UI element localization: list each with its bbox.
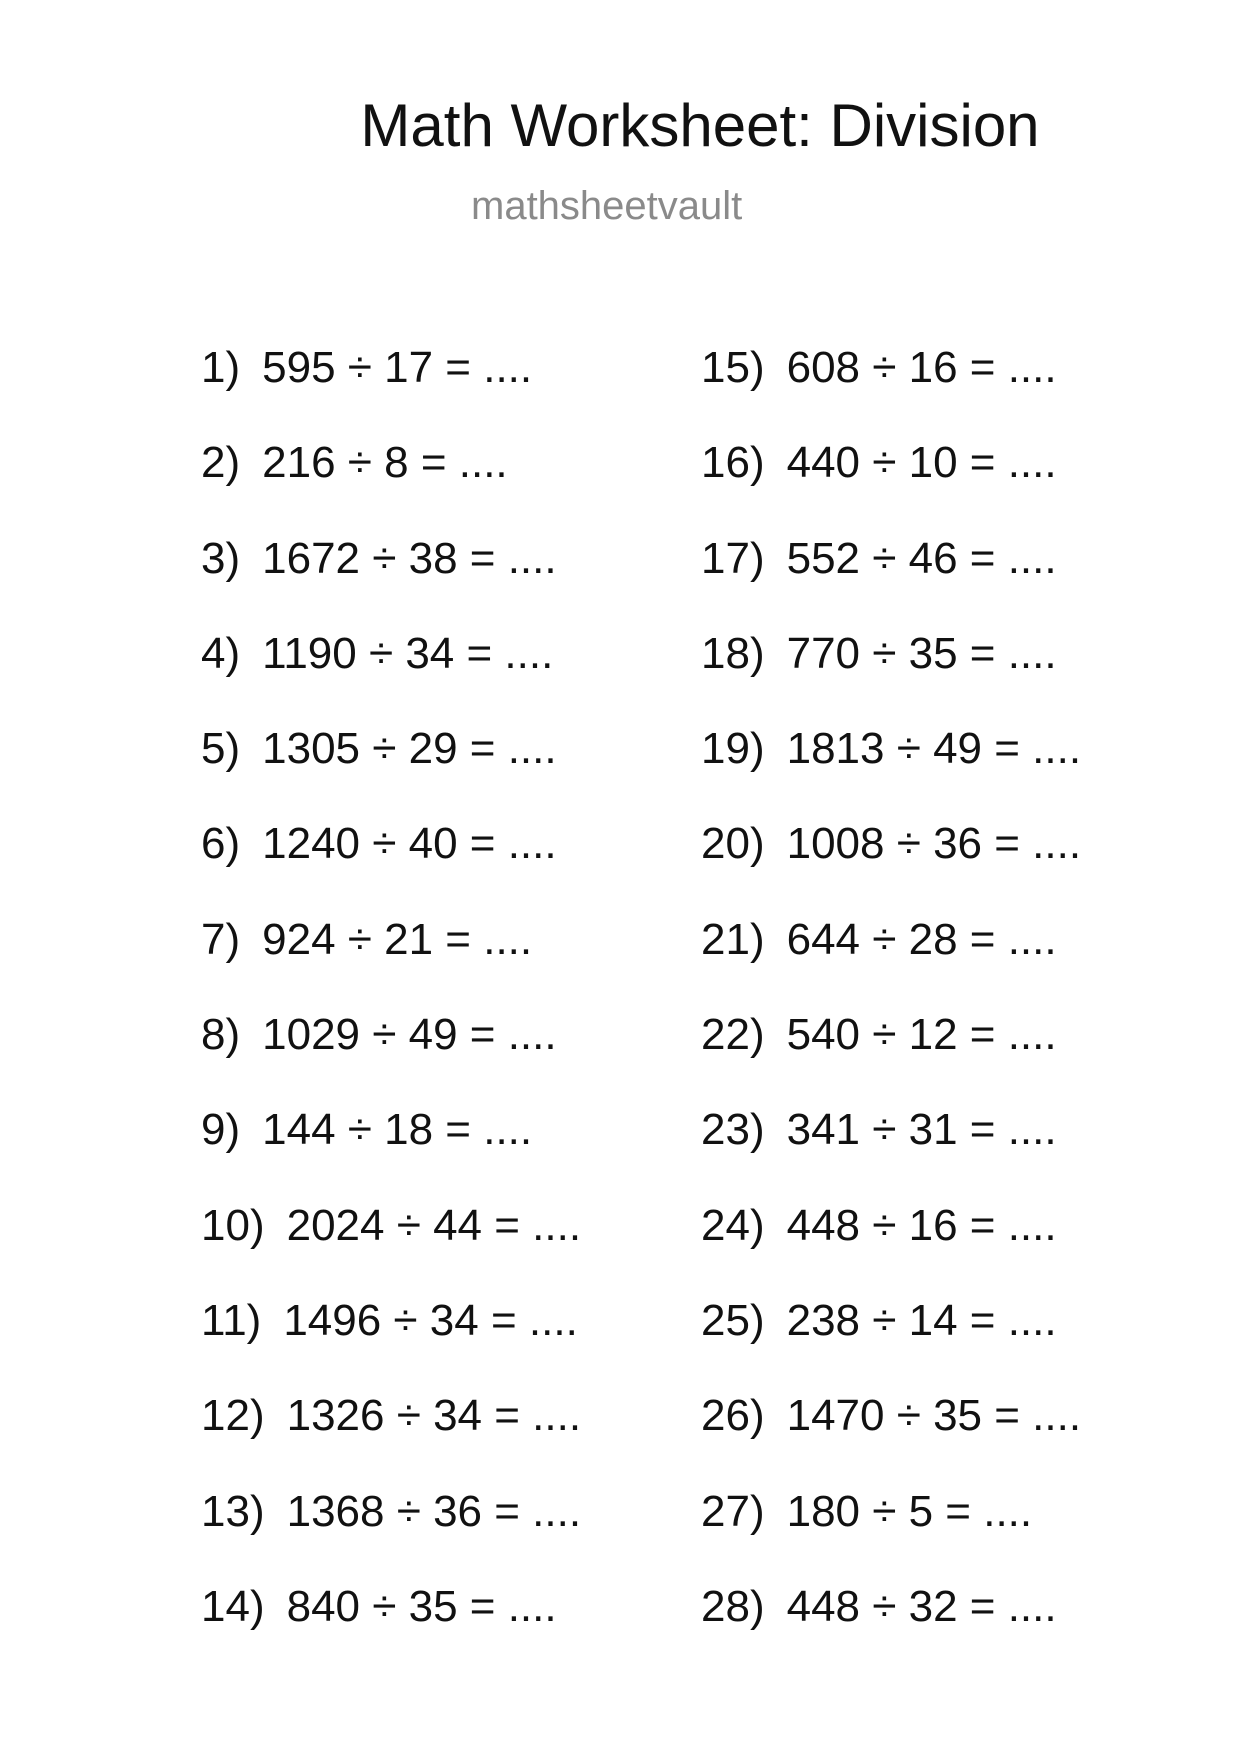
problem-number: 25) xyxy=(701,1295,765,1345)
problem-26 xyxy=(701,1391,1082,1489)
problem-number: 11) xyxy=(201,1295,262,1345)
problem-expression: 924 ÷ 21 = .... xyxy=(262,914,533,964)
problem-number: 27) xyxy=(701,1486,765,1536)
problem-expression: 1470 ÷ 35 = .... xyxy=(786,1391,1082,1441)
problem-number: 14) xyxy=(201,1581,265,1631)
problem-number: 2) xyxy=(201,438,241,488)
problem-28 xyxy=(701,1581,1081,1680)
problem-number: 15) xyxy=(701,343,765,392)
problem-expression: 1029 ÷ 49 = .... xyxy=(262,1010,557,1060)
problem-24 xyxy=(701,1200,1081,1299)
problem-number: 5) xyxy=(201,724,241,774)
problem-number: 4) xyxy=(201,628,241,678)
problem-number: 17) xyxy=(701,533,765,583)
problem-expression: 540 ÷ 12 = .... xyxy=(786,1010,1057,1060)
problem-12 xyxy=(201,1391,582,1489)
problem-16 xyxy=(701,438,1081,536)
problem-expression: 448 ÷ 16 = .... xyxy=(786,1200,1057,1250)
problem-18 xyxy=(701,628,1081,727)
problem-number: 1) xyxy=(201,343,241,392)
problem-number: 28) xyxy=(701,1581,765,1631)
problem-expression: 144 ÷ 18 = .... xyxy=(262,1105,533,1155)
problem-expression: 595 ÷ 17 = .... xyxy=(262,343,533,392)
problem-number: 13) xyxy=(201,1486,265,1536)
problem-number: 6) xyxy=(201,819,241,869)
worksheet-subtitle: mathsheetvault xyxy=(471,184,743,228)
problem-expression: 644 ÷ 28 = .... xyxy=(786,914,1057,964)
problem-14 xyxy=(201,1581,581,1680)
problem-expression: 608 ÷ 16 = .... xyxy=(786,343,1057,392)
problem-21 xyxy=(701,914,1081,1013)
problem-6 xyxy=(201,819,581,917)
problem-17 xyxy=(701,533,1081,632)
problem-expression: 448 ÷ 32 = .... xyxy=(786,1581,1057,1631)
problem-expression: 1672 ÷ 38 = .... xyxy=(262,533,557,583)
problem-expression: 180 ÷ 5 = .... xyxy=(786,1486,1033,1536)
problem-number: 23) xyxy=(701,1105,765,1155)
problem-23 xyxy=(701,1105,1081,1203)
problem-11 xyxy=(201,1295,581,1394)
problem-expression: 1008 ÷ 36 = .... xyxy=(786,819,1082,869)
problem-number: 16) xyxy=(701,438,765,488)
problem-2 xyxy=(201,438,581,536)
problem-expression: 840 ÷ 35 = .... xyxy=(286,1581,557,1631)
problem-expression: 2024 ÷ 44 = .... xyxy=(286,1200,582,1250)
problem-expression: 1368 ÷ 36 = .... xyxy=(286,1486,582,1536)
problem-number: 21) xyxy=(701,914,765,964)
problem-expression: 1240 ÷ 40 = .... xyxy=(262,819,557,869)
problem-3 xyxy=(201,533,581,632)
problem-number: 20) xyxy=(701,819,765,869)
problem-9 xyxy=(201,1105,581,1203)
problem-7 xyxy=(201,914,581,1013)
problem-22 xyxy=(701,1010,1081,1108)
problem-number: 24) xyxy=(701,1200,765,1250)
problem-number: 7) xyxy=(201,914,241,964)
problem-8 xyxy=(201,1010,581,1108)
problem-25 xyxy=(701,1295,1081,1394)
problem-number: 9) xyxy=(201,1105,241,1155)
problem-expression: 1496 ÷ 34 = .... xyxy=(283,1295,578,1345)
problem-expression: 1190 ÷ 34 = .... xyxy=(262,628,554,678)
problem-expression: 1305 ÷ 29 = .... xyxy=(262,724,557,774)
worksheet-title: Math Worksheet: Division xyxy=(360,92,1040,159)
problem-expression: 341 ÷ 31 = .... xyxy=(786,1105,1057,1155)
problem-27 xyxy=(701,1486,1081,1585)
problem-number: 8) xyxy=(201,1010,241,1060)
problem-number: 19) xyxy=(701,724,765,774)
problem-15 xyxy=(701,343,1081,441)
problem-expression: 770 ÷ 35 = .... xyxy=(786,628,1057,678)
problem-expression: 1326 ÷ 34 = .... xyxy=(286,1391,582,1441)
problem-expression: 552 ÷ 46 = .... xyxy=(786,533,1057,583)
problem-number: 22) xyxy=(701,1010,765,1060)
problem-5 xyxy=(201,724,581,822)
problem-4 xyxy=(201,628,581,727)
problem-19 xyxy=(701,724,1082,822)
problem-13 xyxy=(201,1486,582,1585)
problem-expression: 238 ÷ 14 = .... xyxy=(786,1295,1057,1345)
problem-20 xyxy=(701,819,1082,917)
problem-expression: 216 ÷ 8 = .... xyxy=(262,438,508,488)
problem-10 xyxy=(201,1200,582,1299)
problems-column-left xyxy=(201,343,582,1680)
problem-number: 12) xyxy=(201,1391,265,1441)
problem-number: 10) xyxy=(201,1200,265,1250)
problems-column-right xyxy=(701,343,1082,1680)
problem-1 xyxy=(201,343,581,441)
problem-number: 3) xyxy=(201,533,241,583)
problem-number: 18) xyxy=(701,628,765,678)
problem-expression: 440 ÷ 10 = .... xyxy=(786,438,1057,488)
problem-number: 26) xyxy=(701,1391,765,1441)
problem-expression: 1813 ÷ 49 = .... xyxy=(786,724,1082,774)
